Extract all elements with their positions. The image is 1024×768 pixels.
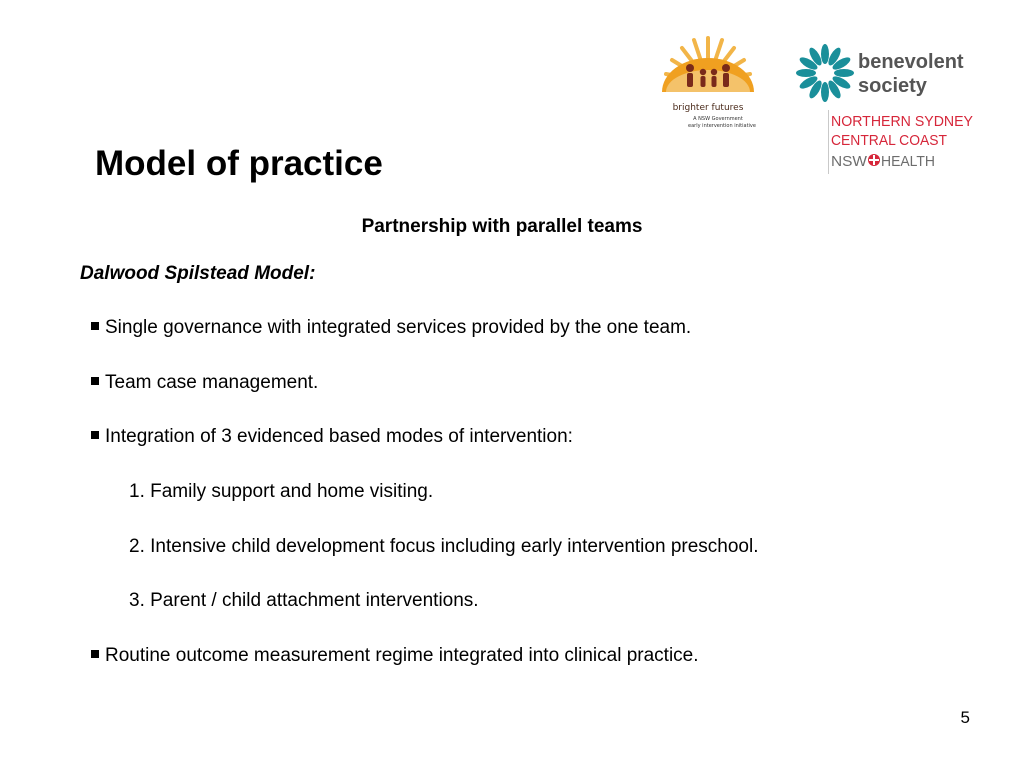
benevolent-line2: society [858, 75, 927, 97]
slide-subtitle: Partnership with parallel teams [361, 216, 643, 237]
bullet-text: Integration of 3 evidenced based modes of intervention: [105, 426, 573, 447]
benevolent-flower-icon [796, 44, 854, 102]
bullet-item [91, 425, 573, 449]
waratah-icon [868, 154, 880, 166]
brighter-futures-tagline-2: early intervention initiative [688, 123, 756, 129]
benevolent-society-logo [792, 40, 982, 106]
brighter-futures-tagline-1: A NSW Government [693, 116, 743, 122]
bullet-item [91, 316, 691, 340]
square-bullet-icon [91, 431, 99, 439]
square-bullet-icon [91, 377, 99, 385]
page-number: 5 [960, 708, 970, 727]
benevolent-line1: benevolent [858, 51, 964, 73]
nsw-text: NSW [831, 153, 868, 170]
numbered-item: 1. Family support and home visiting. [129, 481, 434, 502]
bullet-text: Routine outcome measurement regime integrated into clinical practice. [105, 645, 699, 666]
nsc-line1: NORTHERN SYDNEY [831, 113, 973, 130]
slide-title: Model of practice [95, 144, 383, 183]
bullet-text: Single governance with integrated services provided by the one team. [105, 317, 692, 338]
bullet-item [91, 644, 699, 668]
numbered-item: 3. Parent / child attachment interventions. [129, 590, 479, 611]
square-bullet-icon [91, 322, 99, 330]
square-bullet-icon [91, 650, 99, 658]
brighter-futures-logo [656, 20, 760, 136]
numbered-item: 2. Intensive child development focus including early intervention preschool. [129, 536, 759, 557]
nsc-line2: CENTRAL COAST [831, 132, 947, 149]
brighter-futures-name: brighter futures [672, 103, 744, 113]
health-text: HEALTH [881, 153, 935, 170]
bullet-item [91, 371, 318, 395]
bullet-text: Team case management. [105, 372, 319, 393]
nsccahs-logo [828, 110, 979, 174]
model-heading: Dalwood Spilstead Model: [80, 263, 316, 284]
